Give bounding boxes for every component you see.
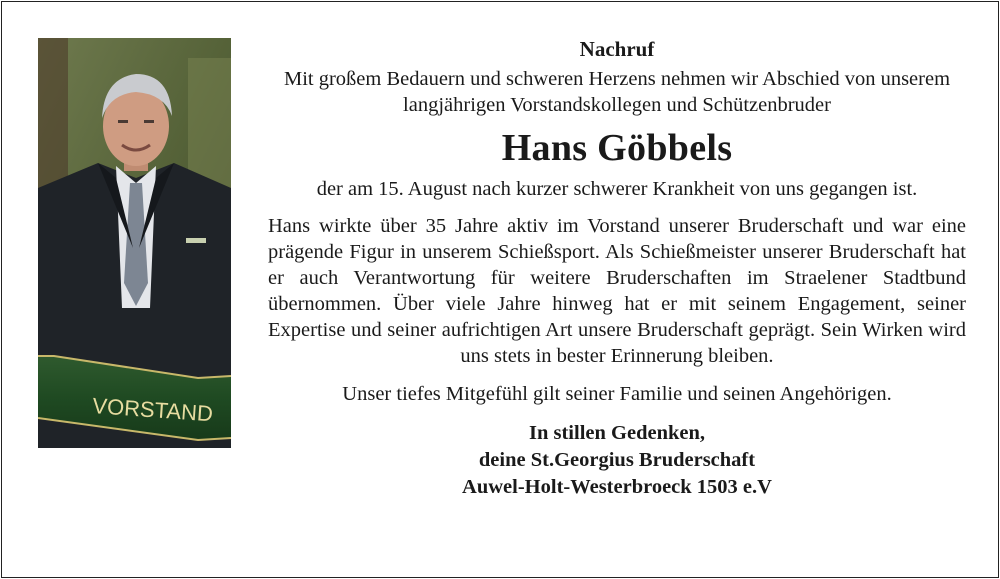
signature-line-1: In stillen Gedenken, (529, 422, 705, 444)
death-notice: der am 15. August nach kurzer schwerer Krankheit von uns gegangen ist. (316, 178, 918, 200)
heading: Nachruf (579, 37, 655, 61)
obituary-text (268, 36, 966, 501)
portrait-photo (38, 38, 231, 448)
obituary-card (1, 1, 999, 578)
deceased-name: Hans Göbbels (501, 127, 733, 169)
sash-text: VORSTAND (91, 393, 214, 427)
intro-text: Mit großem Bedauern und schweren Herzens nehmen wir Abschied von unserem langjährigen Vorstandskollegen und Schützenbruder (283, 68, 951, 116)
signature-line-3: Auwel-Holt-Westerbroeck 1503 e.V (462, 476, 772, 498)
signature-line-2: deine St.Georgius Bruderschaft (478, 449, 756, 471)
sympathy-text: Unser tiefes Mitgefühl gilt seiner Familie und seinen Angehörigen. (342, 383, 892, 405)
tribute-text: Hans wirkte über 35 Jahre aktiv im Vorstand unserer Bruderschaft und war eine prägende Figur in unserem Schießsport. Als Schießmeister unserer Bruderschaft hat er auch Verantwortung für weitere Bruderschaften im Straelener Stadtbund übernommen. Über viele Jahre hinweg hat er mit seinem Engagement, seiner Expertise und seiner aufrichtigen Art unsere Bruderschaft geprägt. Sein Wirken wird uns stets in bester Erinnerung bleiben. (268, 215, 966, 367)
